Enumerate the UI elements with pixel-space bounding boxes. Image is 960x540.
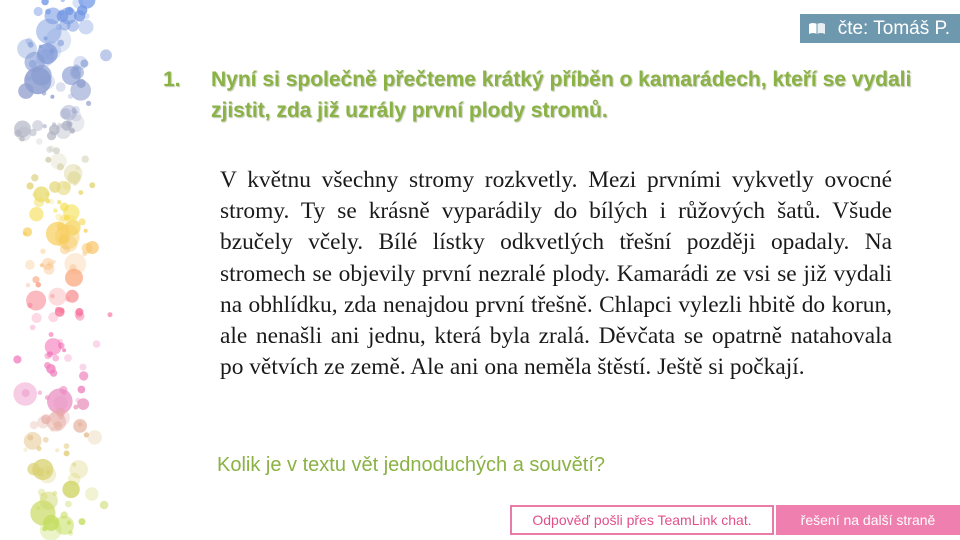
story-text: V květnu všechny stromy rozkvetly. Mezi prvními vykvetly ovocné stromy. Ty se krásně vyparádily do bílých i růžových šatů. Všude bzučely včely. Bílé lístky odkvetlých třešní později opadaly. Na stromech se objevily první nezralé plody. Kamarádi ze vsi se již vydali na obhlídku, zda nenajdou první třešně. Chlapci vylezli hbitě do korun, ale nenašli ani jednu, která byla zralá. Děvčata se opatrně natahovala po větvích ze země. Ale ani ona neměla štěstí. Ještě si počkají.	[220, 167, 892, 381]
bokeh-dot	[50, 95, 54, 99]
bokeh-dot	[79, 20, 94, 35]
bokeh-dot	[82, 252, 87, 257]
bokeh-dot	[53, 208, 58, 213]
bokeh-dot	[56, 123, 62, 129]
bokeh-dot	[72, 106, 80, 114]
solution-hint-box	[776, 505, 960, 535]
bokeh-dot	[40, 74, 55, 89]
bokeh-dot	[46, 222, 70, 246]
bokeh-dot	[36, 138, 43, 145]
bokeh-dot	[25, 260, 35, 270]
bokeh-dot	[79, 371, 88, 380]
bokeh-dot	[66, 290, 79, 303]
bokeh-dot	[58, 343, 64, 349]
bokeh-dot	[32, 192, 37, 197]
bokeh-dot	[14, 120, 31, 137]
bokeh-dot	[62, 348, 66, 352]
bokeh-dot	[43, 124, 47, 128]
bokeh-dot	[27, 463, 39, 475]
bokeh-dot	[63, 204, 79, 220]
bokeh-dot	[26, 283, 30, 287]
bokeh-dot	[80, 364, 87, 371]
bokeh-dot	[100, 501, 109, 510]
bokeh-dot	[73, 64, 80, 71]
bokeh-dot	[79, 518, 86, 525]
reader-badge	[800, 14, 960, 43]
bokeh-dot	[13, 355, 21, 363]
bokeh-dot	[22, 389, 30, 397]
bokeh-dot	[75, 166, 80, 171]
bokeh-dot	[87, 430, 102, 445]
bokeh-dot	[84, 229, 88, 233]
bokeh-dot	[69, 460, 88, 479]
reader-label: čte: Tomáš P.	[837, 17, 950, 39]
bokeh-dot	[67, 171, 80, 184]
bokeh-dot	[89, 182, 95, 188]
task-text: Nyní si společně přečteme krátký příběn o kamarádech, kteří se vydali zjistit, zda již uzrály první plody stromů.	[211, 68, 912, 122]
bokeh-dot	[108, 312, 113, 317]
bokeh-dot	[49, 332, 54, 337]
bokeh-dot	[46, 470, 50, 474]
bokeh-dot	[55, 448, 59, 452]
bokeh-dot	[47, 412, 67, 432]
bokeh-dot	[34, 197, 44, 207]
bokeh-dot	[54, 396, 68, 410]
bokeh-dot	[23, 448, 27, 452]
bokeh-dot	[27, 435, 33, 441]
bokeh-dot	[79, 218, 86, 225]
bokeh-dot	[40, 249, 45, 254]
bokeh-dot	[41, 0, 48, 5]
bokeh-dot	[78, 386, 86, 394]
bokeh-dot	[45, 199, 50, 204]
bokeh-dot	[24, 432, 42, 450]
bokeh-dot	[59, 386, 67, 394]
bokeh-dot	[78, 422, 83, 427]
bokeh-dot	[45, 157, 51, 163]
bokeh-dot	[67, 521, 71, 525]
bokeh-dot	[57, 200, 61, 204]
open-book-icon	[808, 22, 826, 35]
bokeh-dot	[27, 303, 32, 308]
bokeh-dot	[49, 145, 56, 152]
bokeh-dot	[77, 398, 89, 410]
bokeh-decoration	[0, 0, 140, 540]
bokeh-dot	[69, 530, 73, 534]
bokeh-dot	[100, 49, 112, 61]
bokeh-dot	[50, 294, 55, 299]
bokeh-dot	[36, 506, 40, 510]
bokeh-dot	[85, 487, 98, 500]
task-instruction	[163, 64, 943, 126]
solution-hint-label: řešení na další straně	[800, 512, 936, 528]
bokeh-dot	[64, 354, 72, 362]
bokeh-dot	[26, 38, 33, 45]
bokeh-dot	[50, 153, 67, 170]
bokeh-dot	[65, 501, 72, 508]
question-text: Kolik je v textu vět jednoduchých a souvětí?	[217, 454, 606, 476]
bokeh-dot	[61, 0, 65, 2]
task-number: 1.	[163, 68, 181, 91]
bokeh-dot	[75, 308, 83, 316]
bokeh-dot	[78, 190, 83, 195]
bokeh-dot	[59, 308, 64, 313]
bokeh-dot	[82, 155, 89, 162]
answer-hint-label: Odpověď pošli přes TeamLink chat.	[532, 512, 752, 528]
answer-hint-box	[510, 505, 774, 535]
bokeh-dot	[34, 7, 43, 16]
bokeh-dot	[64, 443, 70, 449]
bokeh-dot	[23, 232, 27, 236]
bokeh-dot	[60, 511, 67, 518]
bokeh-dot	[84, 432, 89, 437]
bokeh-dot	[30, 421, 38, 429]
bokeh-dot	[62, 481, 79, 498]
bokeh-dot	[64, 450, 70, 456]
bokeh-dot	[45, 192, 49, 196]
bokeh-dot	[49, 181, 61, 193]
bokeh-dot	[65, 269, 83, 287]
bokeh-dot	[38, 390, 43, 395]
bokeh-dot	[45, 395, 50, 400]
bokeh-dot	[30, 325, 36, 331]
bokeh-dot	[27, 182, 34, 189]
bokeh-dot	[84, 13, 90, 19]
bokeh-dot	[45, 9, 51, 15]
bokeh-dot	[86, 101, 91, 106]
bokeh-dot	[52, 355, 59, 362]
bokeh-dot	[46, 364, 56, 374]
bokeh-dot	[42, 258, 54, 270]
bokeh-dot	[80, 59, 88, 67]
bokeh-dot	[40, 492, 58, 510]
bokeh-dot	[31, 313, 41, 323]
bokeh-dot	[67, 114, 85, 132]
bokeh-dot	[43, 437, 49, 443]
bokeh-dot	[60, 244, 70, 254]
bokeh-dot	[93, 340, 101, 348]
bokeh-dot	[31, 174, 38, 181]
bokeh-dot	[36, 19, 61, 44]
bokeh-dot	[57, 10, 69, 22]
bokeh-dot	[56, 82, 66, 92]
bokeh-dot	[32, 276, 39, 283]
bokeh-dot	[43, 515, 59, 531]
bokeh-dot	[70, 128, 75, 133]
bokeh-dot	[29, 207, 43, 221]
